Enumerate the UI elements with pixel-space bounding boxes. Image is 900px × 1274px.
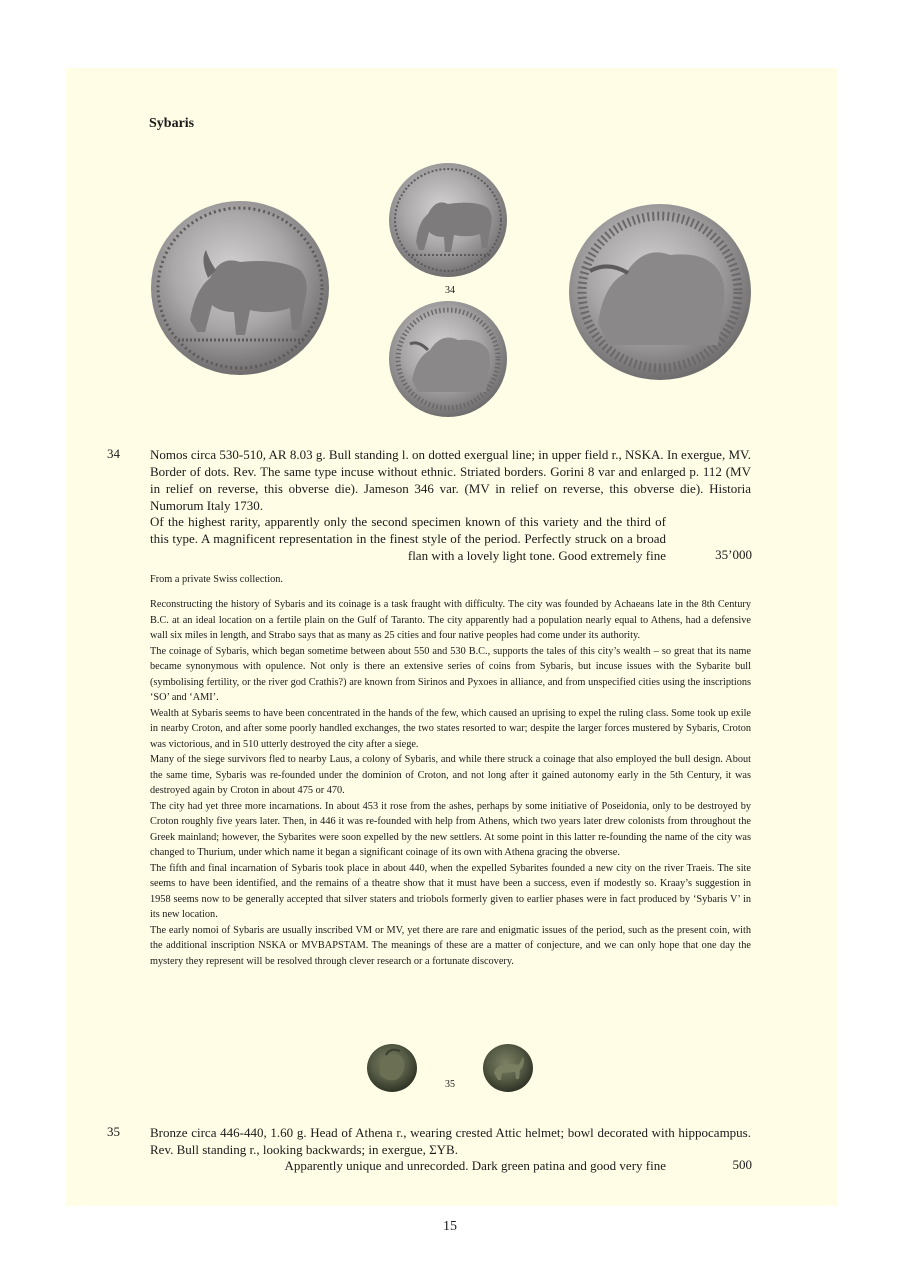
lot-34-estimate: 35’000 (715, 547, 752, 562)
section-title: Sybaris (149, 116, 195, 131)
essay-paragraph: The city had yet three more incarnations. In about 453 it rose from the ashes, perhaps by some initiative of Poseidonia, only to be destroyed by Croton roughly five years later. Then, in 446 it was re-founded with help from Athens, which two years later drew colonists from throughout the Greek mainland; however, the Sybarites were soon expelled by the new settlers. At some point in this latter re-founding the name of the city was changed to Thurium, under which name it began a significant coinage of its own with Athena gracing the obverse. (150, 800, 751, 858)
essay-paragraph: Many of the siege survivors fled to nearby Laus, a colony of Sybaris, and while there struck a coinage that also employed the bull design. About the same time, Sybaris was re-founded under the dominion of Croton, and not long after it gained autonomy early in the 5th Century, it was destroyed again by Croton in about 475 or 470. (150, 754, 751, 796)
lot-34-description (150, 446, 751, 514)
essay-paragraph: The early nomoi of Sybaris are usually inscribed VM or MV, yet there are rare and enigmatic issues of the period, such as the present coin, with the additional inscription NSKA or MVBAPSTAM. The meanings of these are a matter of conjecture, and we can only hope that one day the mystery they represent will be resolved through clever research or a fortunate discovery. (150, 924, 751, 967)
coin-35-reverse (482, 1043, 534, 1093)
essay-paragraph: The coinage of Sybaris, which began sometime between about 550 and 530 B.C., supports the tales of this city’s wealth – so great that its name became synonymous with opulence. Not only is there an extensive series of coins from Sybaris, but incuse issues with the Sybarite bull (symbolising fertility, or the river god Crathis?) are known from Sirinos and Pyxoes in alliance, and from unspecified cities using the inscriptions ‘SO’ and ‘AMI’. (150, 645, 751, 703)
lot-35-description-text: Bronze circa 446-440, 1.60 g. Head of Athena r., wearing crested Attic helmet; bowl decorated with hippocampus. Rev. Bull standing r., looking backwards; in exergue, ΣΥΒ. (150, 1125, 751, 1157)
coin-34-obverse-large (150, 200, 330, 380)
lot-34-number: 34 (107, 446, 120, 461)
lot-35-number: 35 (107, 1124, 120, 1139)
essay-paragraph: The fifth and final incarnation of Sybaris took place in about 440, when the expelled Sybarites founded a new city on the river Traeis. The site seems to have been identified, and the remains of a theatre show that it must have been a success, even if modestly so. Kraay’s suggestion in 1958 seems now to be generally accepted that silver staters and triobols formerly given to earlier phases were in fact produced by ‘Sybaris V’ in its new location. (150, 862, 751, 920)
page-number: 15 (443, 1219, 457, 1234)
coin-34-reverse-large (568, 203, 752, 381)
essay-paragraph: Wealth at Sybaris seems to have been concentrated in the hands of the few, which caused an uprising to expel the ruling class. Some took up exile in nearby Croton, and after some poorly handled exchanges, the two states resorted to war; despite the larger forces mustered by Sybaris, Croton was victorious, and in 510 utterly destroyed the city after a siege. (150, 707, 751, 750)
coin-34-obverse-small (388, 162, 508, 278)
lot-35-comment: Apparently unique and unrecorded. Dark green patina and good very fine (284, 1158, 666, 1173)
lot-35-image-caption: 35 (445, 1079, 455, 1090)
lot-34-comment: Of the highest rarity, apparently only the second specimen known of this variety and the third of this type. A magnificent representation in the finest style of the period. Perfectly struck on a broad flan with a lovely light tone. Good extremely fine (150, 514, 666, 563)
lot-34-provenance: From a private Swiss collection. (150, 574, 283, 585)
lot-34-image-caption: 34 (445, 285, 455, 296)
coin-35-obverse (366, 1043, 418, 1093)
lot-35-estimate: 500 (732, 1157, 752, 1172)
essay-paragraph: Reconstructing the history of Sybaris and its coinage is a task fraught with difficulty. The city was founded by Achaeans late in the 8th Century B.C. at an ideal location on a fertile plain on the Gulf of Taranto. The city apparently had a population nearly equal to Athens, had a defensive wall six miles in length, and Strabo says that as many as 25 cities and four native peoples had come under its authority. (150, 599, 751, 641)
lot-34-description-text: Nomos circa 530-510, AR 8.03 g. Bull standing l. on dotted exergual line; in upper field r., NSKA. In exergue, MV. Border of dots. Rev. The same type incuse without ethnic. Striated borders. Gorini 8 var and enlarged p. 112 (MV in relief on reverse, this obverse die). Jameson 346 var. (MV in relief on reverse, this obverse die). Historia Numorum Italy 1730. (150, 447, 751, 513)
coin-34-reverse-small (388, 300, 508, 418)
lot-34-essay (150, 597, 751, 969)
lot-35-description (150, 1124, 751, 1158)
